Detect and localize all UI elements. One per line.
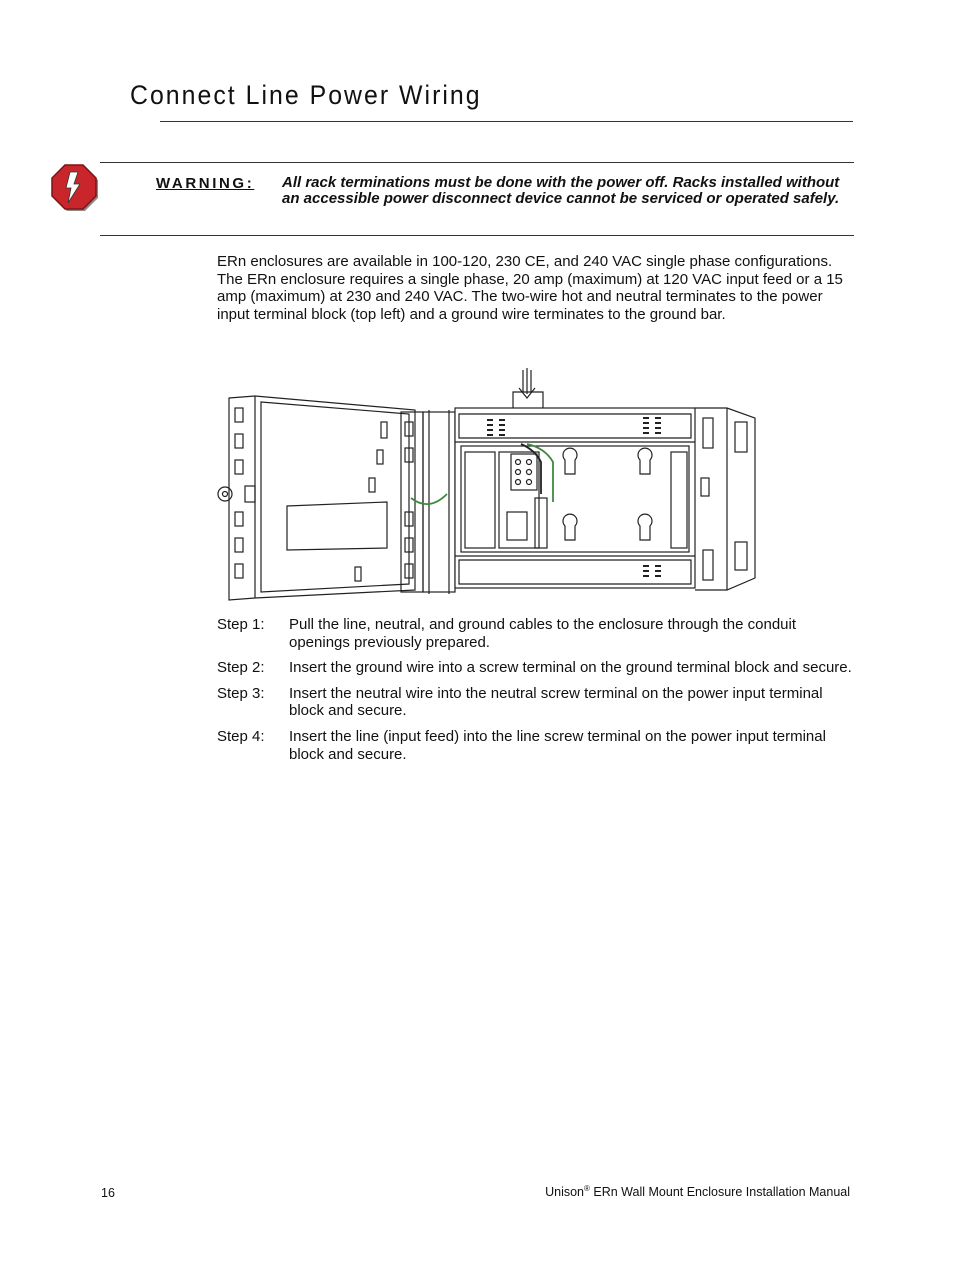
title-divider [160, 121, 853, 122]
intro-paragraph: ERn enclosures are available in 100-120, 230 CE, and 240 VAC single phase configurations. The ERn enclosure requires a single phase, 20 amp (maximum) at 120 VAC input feed or a 15 amp (maximum) at 230 and 240 VAC. The two-wire hot and neutral terminates to the power input terminal block (top left) and a ground wire terminates to the ground bar. [217, 253, 843, 323]
step-label: Step 4: [217, 727, 265, 745]
step-label: Step 2: [217, 659, 265, 677]
warning-text: All rack terminations must be done with the power off. Racks installed without an accessible power disconnect device cannot be serviced or operated safely. [282, 174, 840, 207]
registered-mark: ® [584, 1184, 590, 1193]
step-label: Step 1: [217, 616, 265, 633]
step-item [217, 659, 857, 677]
footer-title-text: ERn Wall Mount Enclosure Installation Manual [589, 1185, 850, 1200]
steps-list [217, 616, 857, 771]
step-item [217, 616, 857, 651]
warning-label: WARNING: [156, 175, 255, 192]
page-title: Connect Line Power Wiring [130, 80, 482, 110]
warning-bottom-rule [100, 235, 854, 236]
electrical-hazard-icon [48, 162, 100, 212]
step-text: Pull the line, neutral, and ground cables to the enclosure through the conduit openings previously prepared. [289, 616, 797, 651]
page-number: 16 [101, 1186, 115, 1200]
footer-manual-title [545, 1184, 850, 1199]
step-text: Insert the neutral wire into the neutral screw terminal on the power input terminal block and secure. [289, 684, 823, 720]
step-item [217, 728, 857, 763]
enclosure-wiring-diagram [215, 362, 760, 604]
warning-top-rule [100, 162, 854, 163]
step-label: Step 3: [217, 684, 265, 702]
footer-brand: Unison [545, 1185, 585, 1200]
step-text: Insert the line (input feed) into the line screw terminal on the power input terminal block and secure. [289, 727, 826, 763]
step-text: Insert the ground wire into a screw terminal on the ground terminal block and secure. [289, 659, 852, 677]
step-item [217, 685, 857, 720]
